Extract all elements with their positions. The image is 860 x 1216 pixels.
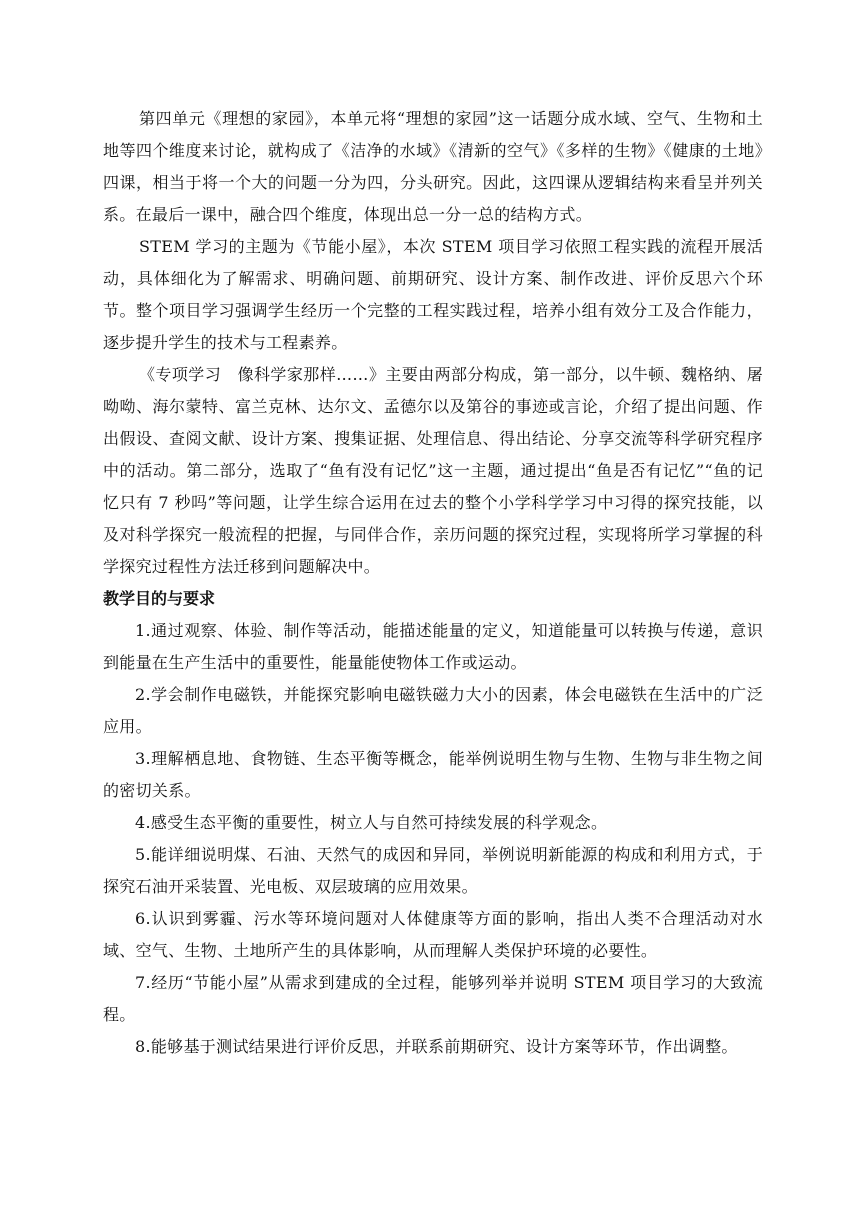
section-heading-objectives: 教学目的与要求 [103,589,216,608]
document-body [103,103,763,1063]
paragraph-special-study: 《专项学习 像科学家那样……》主要由两部分构成，第一部分，以牛顿、魏格纳、屠呦呦、海尔蒙特、富兰克林、达尔文、孟德尔以及第谷的事迹或言论，介绍了提出问题、作出假设、查阅文献、设计方案、搜集证据、处理信息、得出结论、分享交流等科学研究程序中的活动。第二部分，选取了“鱼有没有记忆”这一主题，通过提出“鱼是否有记忆”“鱼的记忆只有 7 秒吗”等问题，让学生综合运用在过去的整个小学科学学习中习得的探究技能，以及对科学探究一般流程的把握，与同伴合作，亲历问题的探究过程，实现将所学习掌握的科学探究过程性方法迁移到问题解决中。 [103,365,763,576]
objective-item: 6.认识到雾霾、污水等环境问题对人体健康等方面的影响，指出人类不合理活动对水域、空气、生物、土地所产生的具体影响，从而理解人类保护环境的必要性。 [103,909,763,960]
paragraph-stem: STEM 学习的主题为《节能小屋》，本次 STEM 项目学习依照工程实践的流程开展活动，具体细化为了解需求、明确问题、前期研究、设计方案、制作改进、评价反思六个环节。整个项目学习强调学生经历一个完整的工程实践过程，培养小组有效分工及合作能力，逐步提升学生的技术与工程素养。 [103,237,763,352]
objective-item: 5.能详细说明煤、石油、天然气的成因和异同，举例说明新能源的构成和利用方式，于探究石油开采装置、光电板、双层玻璃的应用效果。 [103,845,763,896]
paragraph-unit-four: 第四单元《理想的家园》，本单元将“理想的家园”这一话题分成水域、空气、生物和土地等四个维度来讨论，就构成了《洁净的水域》《清新的空气》《多样的生物》《健康的土地》四课，相当于将一个大的问题一分为四，分头研究。因此，这四课从逻辑结构来看呈并列关系。在最后一课中，融合四个维度，体现出总一分一总的结构方式。 [103,109,763,224]
objective-item: 4.感受生态平衡的重要性，树立人与自然可持续发展的科学观念。 [135,813,608,832]
objective-item: 7.经历“节能小屋”从需求到建成的全过程，能够列举并说明 STEM 项目学习的大致流程。 [103,973,763,1024]
objective-item: 2.学会制作电磁铁，并能探究影响电磁铁磁力大小的因素，体会电磁铁在生活中的广泛应用。 [103,685,763,736]
objective-item: 8.能够基于测试结果进行评价反思，并联系前期研究、设计方案等环节，作出调整。 [135,1037,738,1056]
objective-item: 1.通过观察、体验、制作等活动，能描述能量的定义，知道能量可以转换与传递，意识到能量在生产生活中的重要性，能量能使物体工作或运动。 [103,621,763,672]
objective-item: 3.理解栖息地、食物链、生态平衡等概念，能举例说明生物与生物、生物与非生物之间的密切关系。 [103,749,763,800]
